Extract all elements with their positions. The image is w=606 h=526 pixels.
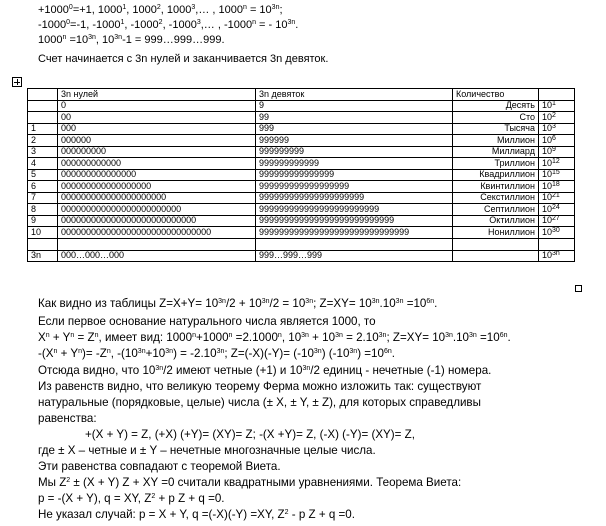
cell-n <box>28 100 58 112</box>
cell-pow: $10^{18}$ <box>539 181 575 193</box>
cell-zeros: 000000000000 <box>58 158 256 170</box>
table-row <box>28 169 575 181</box>
table-row <box>28 158 575 170</box>
text-line-12: Мы $Z^2 \pm (X + Y) Z$ + XY =0 считали квадратными уравнениями. Теорема Виета: <box>38 476 462 489</box>
cell-nines: 999…999…999 <box>256 250 453 262</box>
text-line-10: где ± X – четные и ± Y – нечетные многозначные целые числа. <box>38 444 376 457</box>
table-row <box>28 135 575 147</box>
table-row <box>28 215 575 227</box>
table-row <box>28 112 575 124</box>
cell-zeros: 00 <box>58 112 256 124</box>
cell-n: 2 <box>28 135 58 147</box>
cell-name: Септиллион <box>453 204 539 216</box>
cell-nines: 999 <box>256 123 453 135</box>
cell-zeros <box>58 238 256 250</box>
cell-zeros: 000…000…000 <box>58 250 256 262</box>
text-line-3: $X^n + Y^n = Z^n$, имеет вид: $1000^n+1000^n =2.1000^n$, $10^{3n} + 10^{3n} = 2.10^{3n}$; $Z=XY= 10^{3n}.10^{3n} =10^{6n}$. <box>38 331 511 344</box>
table-resize-handle[interactable] <box>575 285 582 292</box>
table-row <box>28 181 575 193</box>
cell-n: 1 <box>28 123 58 135</box>
table-row <box>28 227 575 239</box>
cell-n: 3 <box>28 146 58 158</box>
cell-n: 3n <box>28 250 58 262</box>
cell-zeros: 000000000000000000000000000 <box>58 215 256 227</box>
cell-pow: $10^{30}$ <box>539 227 575 239</box>
cell-nines: 999999 <box>256 135 453 147</box>
cell-pow: $10^{27}$ <box>539 215 575 227</box>
cell-pow: $10^9$ <box>539 146 575 158</box>
cell-pow: $10^1$ <box>539 100 575 112</box>
text-line-9: +(X + Y) = Z, (+X) (+Y)= (XY)= Z; -(X +Y)= Z, (-X) (-Y)= (XY)= Z, <box>85 428 415 441</box>
text-line-5: Отсюда видно, что $10^{3n}/2$ имеют четные (+1) и $10^{3n}/2$ единиц - нечетные (-1) номера. <box>38 364 492 377</box>
text-line-13: p = -(X + Y), q = XY, $Z^2 + p$ Z + q =0. <box>38 492 225 505</box>
cell-zeros: 0 <box>58 100 256 112</box>
cell-name <box>453 238 539 250</box>
text-line-14: Не указал случай: p = X + Y, q =(-X)(-Y) =XY, $Z^2$ - p Z + q =0. <box>38 508 355 521</box>
table-move-handle-icon[interactable] <box>12 77 22 87</box>
cell-nines: 999999999 <box>256 146 453 158</box>
text-line-7: натуральные (порядковые, целые) числа (± X, ± Y, ± Z), для которых справедливы <box>38 396 481 409</box>
cell-name: Квинтиллион <box>453 181 539 193</box>
cell-n: 10 <box>28 227 58 239</box>
cell-n <box>28 238 58 250</box>
cell-name: Миллиард <box>453 146 539 158</box>
cell-name: Сто <box>453 112 539 124</box>
cell-n: 5 <box>28 169 58 181</box>
table-row <box>28 250 575 262</box>
cell-nines: 999999999999999999999999999 <box>256 215 453 227</box>
cell-zeros: 000000000000000000000 <box>58 192 256 204</box>
text-line-11: Эти равенства совпадают с теоремой Виета. <box>38 460 281 473</box>
cell-name: Десять <box>453 100 539 112</box>
cell-zeros: 000000000000000000 <box>58 181 256 193</box>
cell-pow: $10^{12}$ <box>539 158 575 170</box>
table-header-cell-pow <box>539 89 575 101</box>
intro-line-4: Счет начинается с 3n нулей и заканчивается 3n девяток. <box>38 53 329 65</box>
table-header-row <box>28 89 575 101</box>
cell-n: 6 <box>28 181 58 193</box>
table-row <box>28 192 575 204</box>
cell-name: Нониллион <box>453 227 539 239</box>
cell-pow: $10^{15}$ <box>539 169 575 181</box>
cell-name <box>453 250 539 262</box>
cell-zeros: 000000000000000000000000 <box>58 204 256 216</box>
table-header-count: Количество <box>453 89 539 101</box>
cell-nines: 999999999999999999999999999999 <box>256 227 453 239</box>
cell-nines: 999999999999 <box>256 158 453 170</box>
text-line-6: Из равенств видно, что великую теорему Ферма можно изложить так: существуют <box>38 380 482 393</box>
cell-name: Миллион <box>453 135 539 147</box>
text-line-4: $-(X^n + Y^n)= -Z^n$, $-(10^{3n}+10^{3n}) = -2.10^{3n}$; $Z=(-X)(-Y)= (-10^{3n})$ $(-10^{3n}) =10^{6n}$. <box>38 347 395 360</box>
cell-n: 8 <box>28 204 58 216</box>
cell-n: 7 <box>28 192 58 204</box>
number-names-table <box>27 88 575 262</box>
cell-zeros: 000000000000000000000000000000 <box>58 227 256 239</box>
cell-nines: 999999999999999999999 <box>256 192 453 204</box>
intro-line-2: $-1000^0=-1$, -1000$^1$, -1000$^2$, -1000$^3$,… , $-1000^n$ = - $10^{3n}$. <box>38 19 299 31</box>
table-header-zeros: 3n нулей <box>58 89 256 101</box>
table-row <box>28 204 575 216</box>
cell-nines: 99 <box>256 112 453 124</box>
cell-name: Тысяча <box>453 123 539 135</box>
cell-zeros: 000000000000000 <box>58 169 256 181</box>
cell-n <box>28 112 58 124</box>
table-row <box>28 100 575 112</box>
intro-line-3: $1000^n =10^{3n}$, $10^{3n}-1$ = 999…999…999. <box>38 34 225 46</box>
cell-pow: $10^2$ <box>539 112 575 124</box>
cell-pow: $10^{21}$ <box>539 192 575 204</box>
cell-name: Октиллион <box>453 215 539 227</box>
cell-pow: $10^{3n}$ <box>539 250 575 262</box>
cell-pow: $10^6$ <box>539 135 575 147</box>
table-row <box>28 146 575 158</box>
cell-n: 9 <box>28 215 58 227</box>
text-line-2: Если первое основание натурального числа является 1000, то <box>38 315 376 328</box>
cell-name: Триллион <box>453 158 539 170</box>
text-line-1: Как видно из таблицы $Z=X+Y= 10^{3n}/2 + 10^{3n}/2 = 10^{3n}$; $Z=XY= 10^{3n}.10^{3n} =10^{6n}$. <box>38 297 438 310</box>
table-row <box>28 238 575 250</box>
cell-nines: 999999999999999999 <box>256 181 453 193</box>
cell-pow <box>539 238 575 250</box>
cell-name: Квадриллион <box>453 169 539 181</box>
table-header-nines: 3n девяток <box>256 89 453 101</box>
text-line-8: равенства: <box>38 412 97 425</box>
cell-zeros: 000000000 <box>58 146 256 158</box>
cell-pow: $10^3$ <box>539 123 575 135</box>
cell-nines: 999999999999999999999999 <box>256 204 453 216</box>
cell-pow: $10^{24}$ <box>539 204 575 216</box>
table-header-cell-n <box>28 89 58 101</box>
cell-zeros: 000000 <box>58 135 256 147</box>
cell-n: 4 <box>28 158 58 170</box>
cell-zeros: 000 <box>58 123 256 135</box>
cell-name: Секстиллион <box>453 192 539 204</box>
table-row <box>28 123 575 135</box>
cell-nines: 999999999999999 <box>256 169 453 181</box>
cell-nines <box>256 238 453 250</box>
cell-nines: 9 <box>256 100 453 112</box>
intro-line-1: $+1000^0=+1$, 1000$^1$, 1000$^2$, 1000$^3$,… , $1000^n = 10^{3n}$; <box>38 4 283 16</box>
